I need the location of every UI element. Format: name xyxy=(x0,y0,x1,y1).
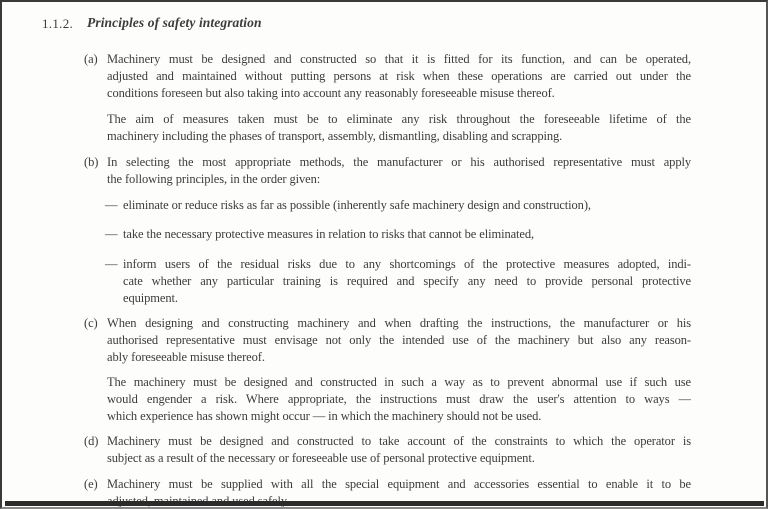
paragraph: In selecting the most appropriate methods, the manufacturer or his authorised representative must apply the following principles, in the order given: xyxy=(107,155,691,186)
section-title: Principles of safety integration xyxy=(87,15,262,30)
list-item-a xyxy=(84,51,691,102)
dash-marker: — xyxy=(105,227,118,241)
paragraph: inform users of the residual risks due to any shortcomings of the protective measures adopted, indi- cate whether any particular training is required and specify any need to provide personal protective equipment. xyxy=(123,257,691,305)
dash-list-item xyxy=(105,256,691,307)
item-label-a: (a) xyxy=(84,52,98,66)
page-bottom-rule xyxy=(5,501,764,506)
dash-marker: — xyxy=(105,198,118,212)
item-label-c: (c) xyxy=(84,316,98,330)
paragraph: When designing and constructing machinery and when drafting the instructions, the manufacturer or his authorised representative must envisage not only the intended use of the machinery but also any reason- ably foreseeable misuse thereof. xyxy=(107,316,691,364)
item-label-d: (d) xyxy=(84,434,99,448)
dash-list-item xyxy=(105,226,691,243)
paragraph: Machinery must be designed and constructed to take account of the constraints to which the operator is subject as a result of the necessary or foreseeable use of personal protective equipment. xyxy=(107,434,691,465)
paragraph: The machinery must be designed and constructed in such a way as to prevent abnormal use if such use would engender a risk. Where appropriate, the instructions must draw the user's attention to ways — which experience has shown might occur — in which the machinery should not be used. xyxy=(107,375,691,423)
paragraph: eliminate or reduce risks as far as possible (inherently safe machinery design and construction), xyxy=(123,198,591,212)
item-label-b: (b) xyxy=(84,155,99,169)
section-body xyxy=(84,51,691,509)
list-item-d xyxy=(84,433,691,467)
paragraph: The aim of measures taken must be to eliminate any risk throughout the foreseeable lifetime of the machinery including the phases of transport, assembly, dismantling, disabling and scrapping. xyxy=(107,112,691,143)
list-item-c xyxy=(84,315,691,366)
dash-list-item xyxy=(105,197,691,214)
paragraph: Machinery must be supplied with all the special equipment and accessories essential to enable it to be xyxy=(107,477,691,491)
section-number: 1.1.2. xyxy=(42,16,74,31)
dash-marker: — xyxy=(105,257,118,271)
paragraph: Machinery must be designed and constructed so that it is fitted for its function, and can be operated, adjusted and maintained without putting persons at risk when these operations are carried out under the conditions foreseen but also taking into account any reasonably foreseeable misuse thereof. xyxy=(107,52,691,100)
item-label-e: (e) xyxy=(84,477,98,491)
list-item-b xyxy=(84,154,691,188)
paragraph: take the necessary protective measures in relation to risks that cannot be eliminated, xyxy=(123,227,535,241)
